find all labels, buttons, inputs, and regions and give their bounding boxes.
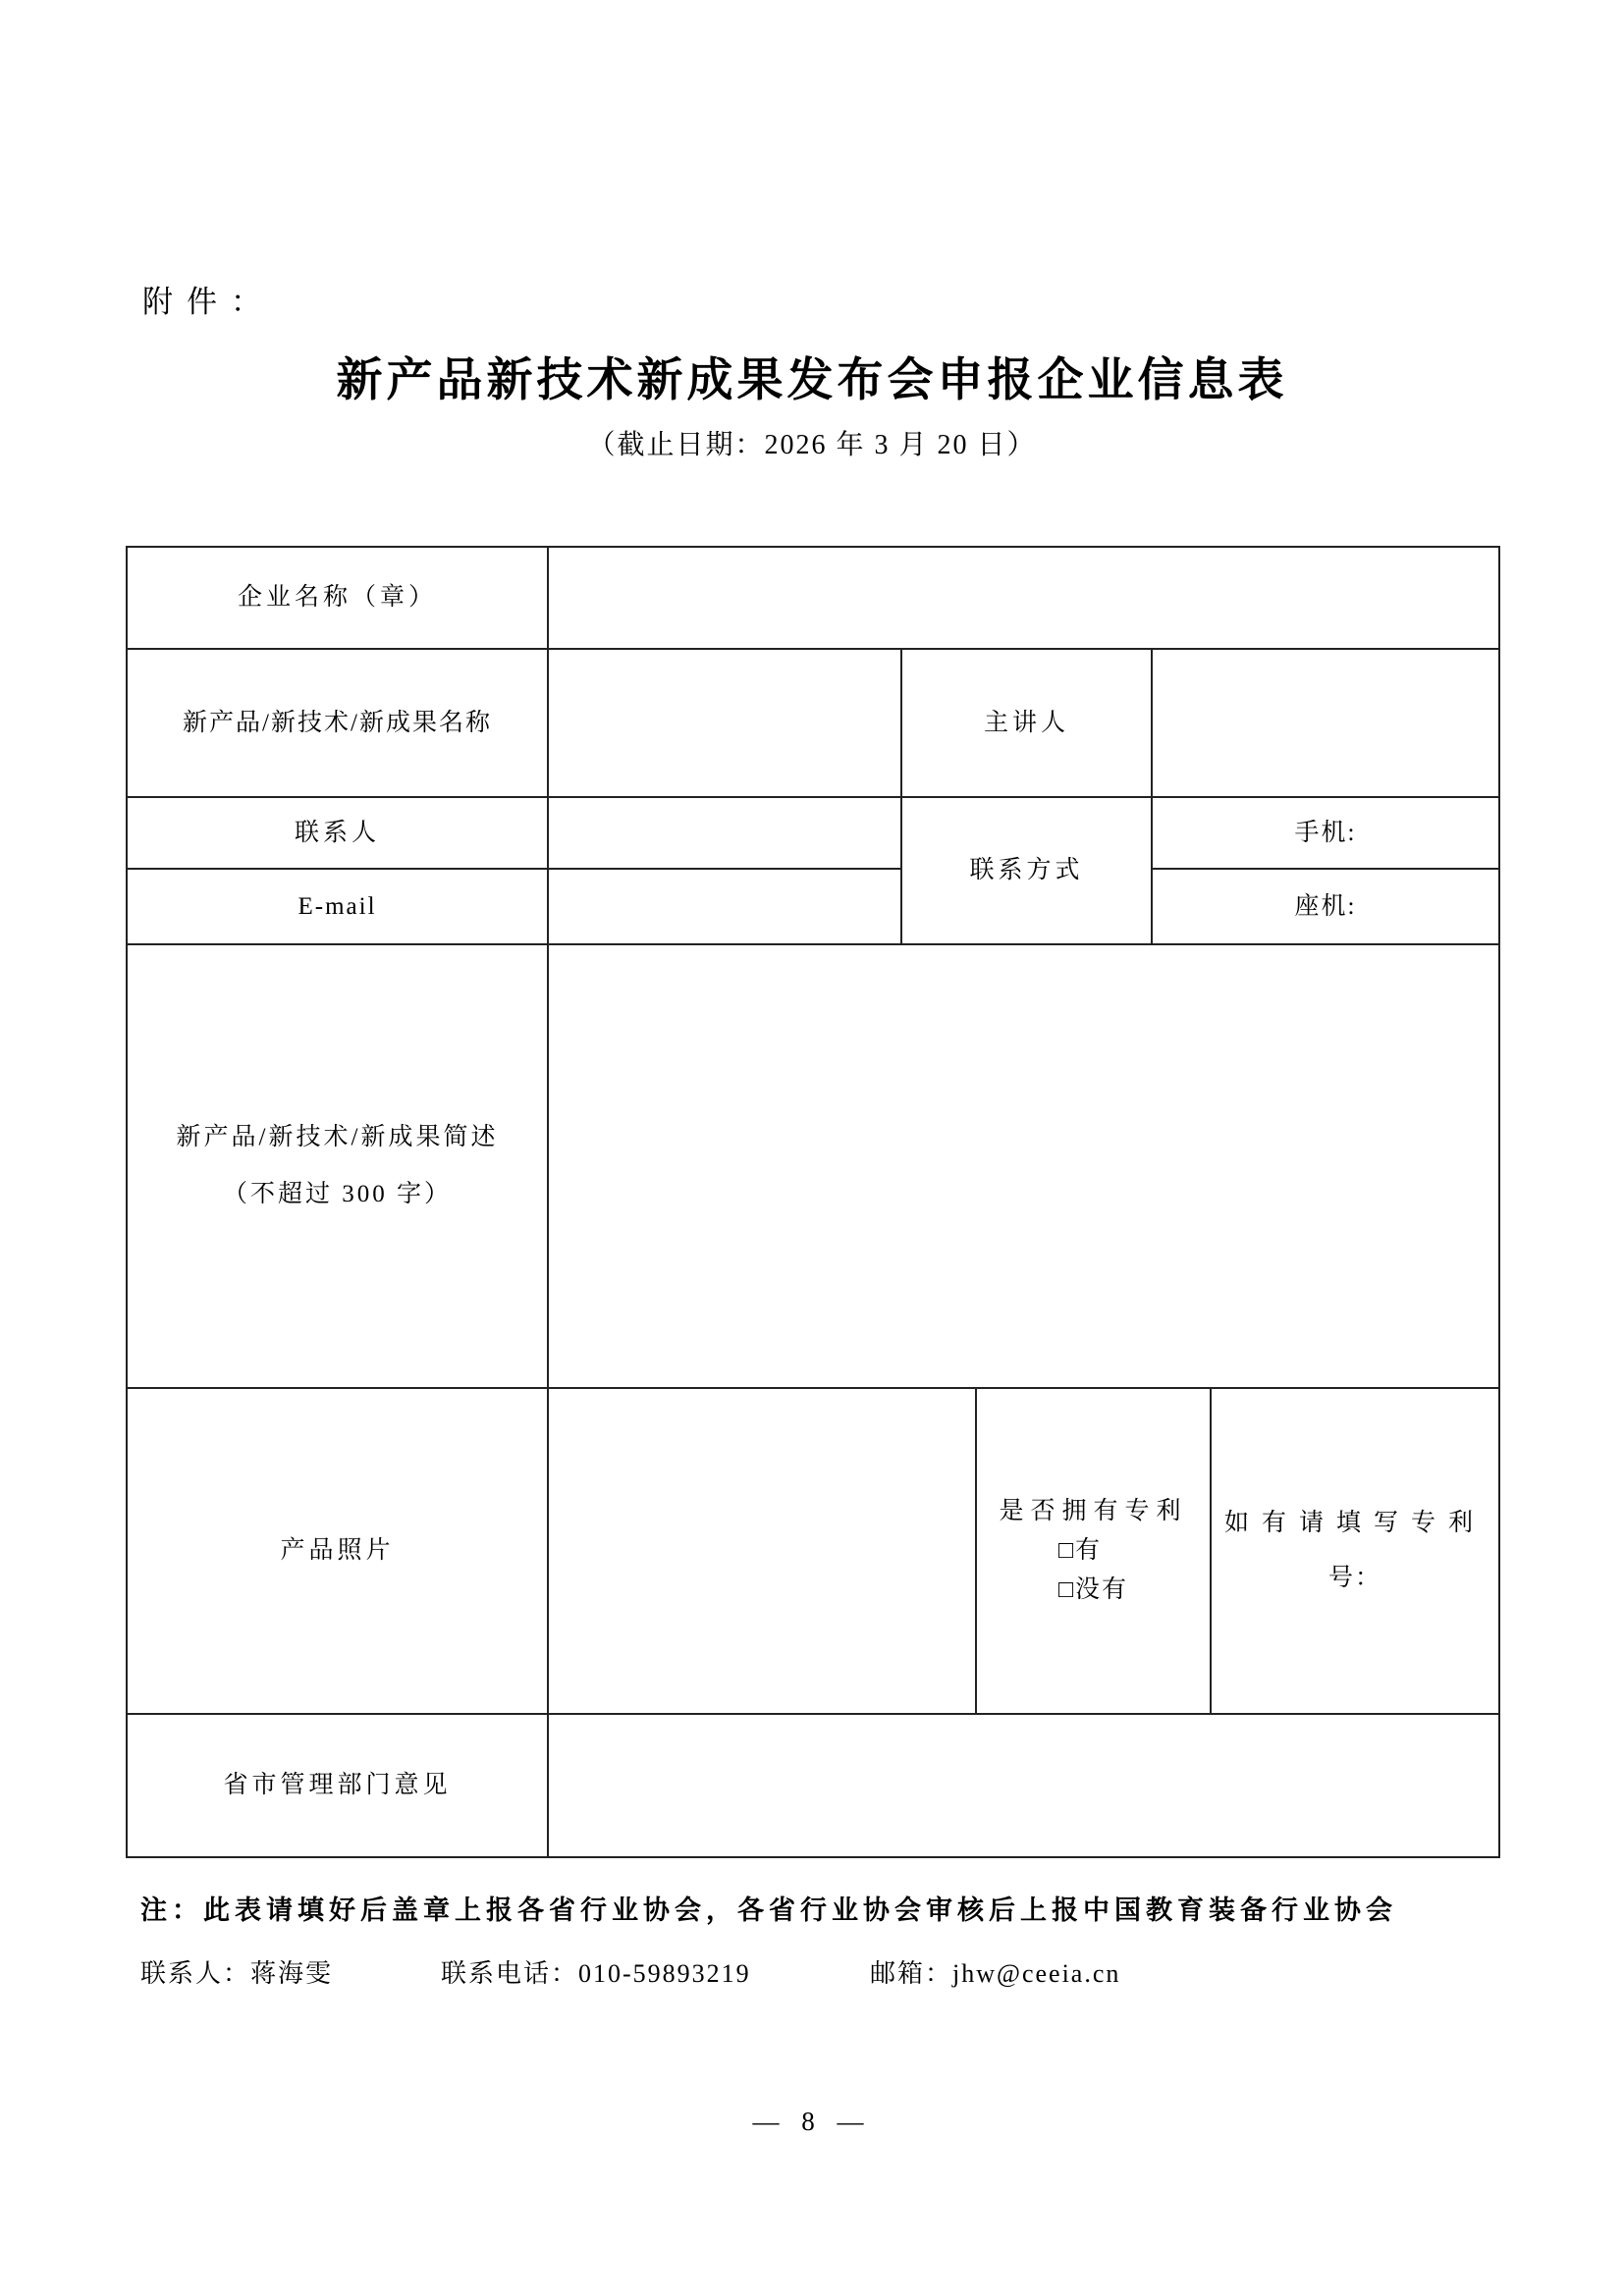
landline-label: 座机: (1294, 892, 1357, 920)
summary-label (127, 944, 548, 1388)
contact-method-label: 联系方式 (901, 797, 1152, 944)
contact-person-input-cell[interactable] (548, 797, 901, 869)
product-name-label: 新产品/新技术/新成果名称 (127, 649, 548, 797)
row-summary (127, 944, 1499, 1388)
mobile-input-cell[interactable] (1152, 797, 1499, 869)
contact-person-label: 联系人 (127, 797, 548, 869)
patent-question-label: 是否拥有专利 (999, 1498, 1188, 1524)
patent-question-cell (976, 1388, 1211, 1714)
patent-option-no-checkbox[interactable]: □没有 (1057, 1576, 1129, 1603)
footer-note: 注：此表请填好后盖章上报各省行业协会，各省行业协会审核后上报中国教育装备行业协会 (140, 1896, 1397, 1925)
row-product-name (127, 649, 1499, 797)
row-authority-opinion (127, 1714, 1499, 1857)
landline-input-cell[interactable] (1152, 869, 1499, 944)
presenter-input-cell[interactable] (1152, 649, 1499, 797)
footer-contact-email: 邮箱：jhw@ceeia.cn (870, 1959, 1121, 1988)
email-input-cell[interactable] (548, 869, 901, 944)
row-email (127, 869, 1499, 944)
patent-number-input-cell[interactable] (1211, 1388, 1499, 1714)
row-contact-person (127, 797, 1499, 869)
company-name-label: 企业名称（章） (127, 547, 548, 649)
footer-contacts (0, 1953, 1624, 1993)
product-name-input-cell[interactable] (548, 649, 901, 797)
row-photo-patent (127, 1388, 1499, 1714)
authority-opinion-input-cell[interactable] (548, 1714, 1499, 1857)
company-name-input-cell[interactable] (548, 547, 1499, 649)
page-number: — 8 — (752, 2107, 872, 2136)
row-company-name (127, 547, 1499, 649)
mobile-label: 手机: (1294, 819, 1357, 846)
photo-input-cell[interactable] (548, 1388, 976, 1714)
email-label: E-mail (127, 869, 548, 944)
footer-contact-phone: 联系电话：010-59893219 (441, 1959, 751, 1988)
page-subtitle: （截止日期：2026 年 3 月 20 日） (587, 430, 1037, 460)
patent-option-yes-checkbox[interactable]: □有 (1057, 1537, 1103, 1564)
attachment-label: 附件： (142, 285, 275, 319)
summary-label-line1: 新产品/新技术/新成果简述 (176, 1124, 499, 1150)
footer-contact-person: 联系人：蒋海雯 (140, 1959, 334, 1988)
authority-opinion-label: 省市管理部门意见 (127, 1714, 548, 1857)
patent-options (1058, 1531, 1128, 1610)
page-title: 新产品新技术新成果发布会申报企业信息表 (336, 355, 1288, 406)
patent-number-label-line2: 号： (1328, 1565, 1382, 1591)
application-form-table (126, 546, 1500, 1858)
photo-label: 产品照片 (127, 1388, 548, 1714)
summary-input-cell[interactable] (548, 944, 1499, 1388)
summary-label-line2: （不超过 300 字） (222, 1181, 452, 1207)
presenter-label: 主讲人 (901, 649, 1152, 797)
patent-number-label-line1: 如有请填写专利 (1224, 1510, 1487, 1536)
